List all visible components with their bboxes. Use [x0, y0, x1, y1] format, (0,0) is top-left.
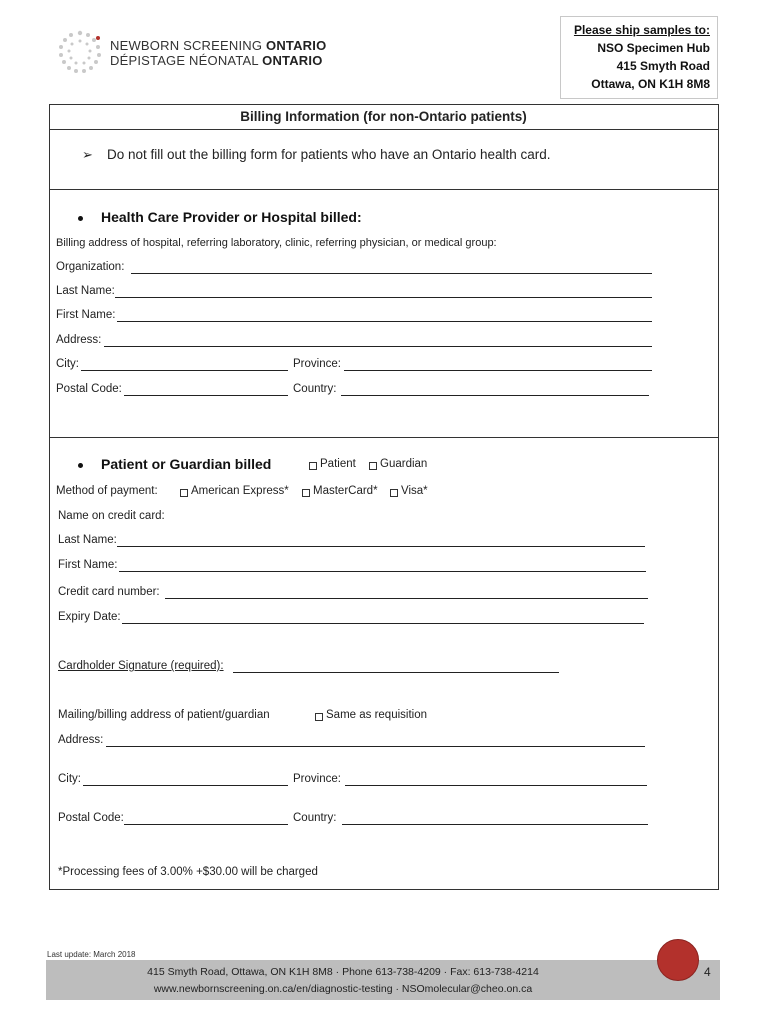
mastercard-label: MasterCard*: [313, 485, 378, 497]
card-last-name-label: Last Name:: [58, 534, 117, 546]
patient-heading: Patient or Guardian billed: [101, 456, 272, 472]
logo-dots-icon: [58, 30, 102, 74]
footer-web-email: www.newbornscreening.on.ca/en/diagnostic-testing · NSOmolecular@cheo.on.ca: [153, 983, 533, 995]
city-label: City:: [56, 358, 79, 370]
ship-line3: Ottawa, ON K1H 8M8: [591, 77, 710, 91]
last-name-field[interactable]: [115, 297, 652, 298]
guardian-option-label: Guardian: [380, 458, 428, 470]
guardian-checkbox[interactable]: [369, 462, 377, 470]
logo-text: [110, 38, 326, 68]
divider: [50, 189, 718, 190]
provider-heading: Health Care Provider or Hospital billed:: [101, 209, 362, 225]
bullet-icon: [78, 463, 83, 468]
ship-line2: 415 Smyth Road: [616, 59, 710, 73]
logo-line2-a: DÉPISTAGE NÉONATAL: [110, 53, 259, 68]
logo-line1-a: NEWBORN SCREENING: [110, 38, 263, 53]
divider: [50, 129, 718, 130]
page-number: 4: [704, 965, 711, 979]
card-number-label: Credit card number:: [58, 586, 160, 598]
billing-form: [49, 104, 719, 890]
patient-province-field[interactable]: [345, 785, 647, 786]
postal-code-label: Postal Code:: [56, 383, 122, 395]
ship-address-box: [560, 16, 718, 99]
card-first-name-field[interactable]: [119, 571, 646, 572]
notice-text: Do not fill out the billing form for patients who have an Ontario health card.: [107, 147, 551, 162]
visa-checkbox[interactable]: [390, 489, 398, 497]
footer-contact: 415 Smyth Road, Ottawa, ON K1H 8M8 · Phone 613-738-4209 · Fax: 613-738-4214: [147, 966, 539, 978]
signature-field[interactable]: [233, 672, 559, 673]
patient-country-label: Country:: [293, 812, 337, 824]
bullet-icon: [78, 216, 83, 221]
patient-postal-code-field[interactable]: [124, 824, 288, 825]
expiry-field[interactable]: [122, 623, 644, 624]
last-update: Last update: March 2018: [47, 950, 136, 959]
patient-address-field[interactable]: [106, 746, 645, 747]
patient-postal-code-label: Postal Code:: [58, 812, 124, 824]
ship-title: Please ship samples to:: [573, 23, 710, 37]
patient-country-field[interactable]: [342, 824, 648, 825]
organization-field[interactable]: [131, 273, 652, 274]
payment-method-label: Method of payment:: [56, 485, 158, 497]
name-on-card-label: Name on credit card:: [58, 510, 165, 522]
patient-option-label: Patient: [320, 458, 356, 470]
patient-city-label: City:: [58, 773, 81, 785]
card-first-name-label: First Name:: [58, 559, 118, 571]
logo-line2-b: ONTARIO: [262, 53, 323, 68]
patient-city-field[interactable]: [83, 785, 288, 786]
visa-label: Visa*: [401, 485, 428, 497]
country-label: Country:: [293, 383, 337, 395]
red-circle-icon: [657, 939, 699, 981]
amex-label: American Express*: [191, 485, 289, 497]
province-label: Province:: [293, 358, 341, 370]
arrow-icon: ➢: [82, 147, 93, 162]
patient-checkbox[interactable]: [309, 462, 317, 470]
address-field[interactable]: [104, 346, 652, 347]
form-title: Billing Information (for non-Ontario patients): [240, 109, 527, 124]
ship-line1: NSO Specimen Hub: [597, 41, 710, 55]
card-last-name-field[interactable]: [117, 546, 645, 547]
same-as-requisition-label: Same as requisition: [326, 709, 427, 721]
same-as-requisition-checkbox[interactable]: [315, 713, 323, 721]
postal-code-field[interactable]: [124, 395, 288, 396]
patient-address-label: Address:: [58, 734, 104, 746]
mailing-address-label: Mailing/billing address of patient/guardian: [58, 709, 270, 721]
amex-checkbox[interactable]: [180, 489, 188, 497]
processing-fees-note: *Processing fees of 3.00% +$30.00 will be charged: [58, 866, 318, 878]
country-field[interactable]: [341, 395, 649, 396]
divider: [50, 437, 718, 438]
card-number-field[interactable]: [165, 598, 648, 599]
address-label: Address:: [56, 334, 102, 346]
mastercard-checkbox[interactable]: [302, 489, 310, 497]
city-field[interactable]: [81, 370, 288, 371]
first-name-label: First Name:: [56, 309, 116, 321]
logo-line1-b: ONTARIO: [266, 38, 327, 53]
last-name-label: Last Name:: [56, 285, 115, 297]
expiry-label: Expiry Date:: [58, 611, 121, 623]
organization-label: Organization:: [56, 261, 125, 273]
first-name-field[interactable]: [117, 321, 652, 322]
signature-label: Cardholder Signature (required):: [58, 660, 224, 672]
patient-province-label: Province:: [293, 773, 341, 785]
provider-subtext: Billing address of hospital, referring laboratory, clinic, referring physician, or medical group:: [56, 237, 497, 249]
province-field[interactable]: [344, 370, 652, 371]
